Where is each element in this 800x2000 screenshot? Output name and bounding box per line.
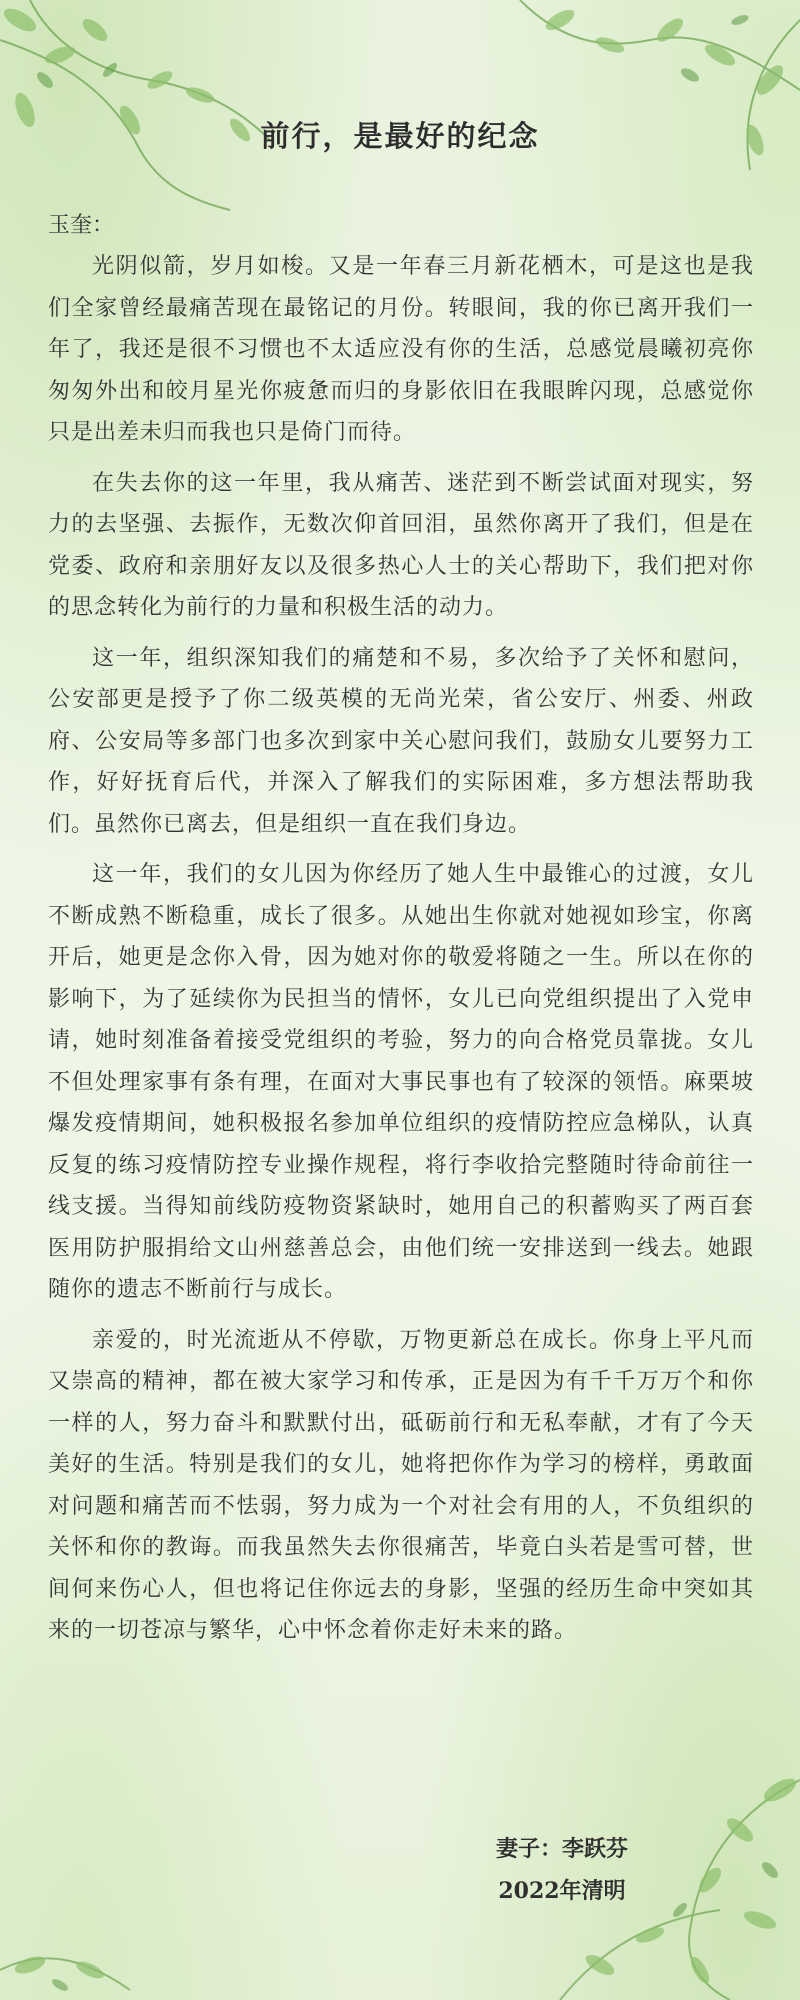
letter-salutation: 玉奎：: [48, 213, 115, 238]
letter-paragraph: 这一年，我们的女儿因为你经历了她人生中最锥心的过渡，女儿不断成熟不断稳重，成长了很多。从她出生你就对她视如珍宝，你离开后，她更是念你入骨，因为她对你的敬爱将随之一生。所以在你的影响下，为了延续你为民担当的情怀，女儿已向党组织提出了入党申请，她时刻准备着接受党组织的考验，努力的向合格党员靠拢。女儿不但处理家事有条有理，在面对大事民事也有了较深的领悟。麻栗坡爆发疫情期间，她积极报名参加单位组织的疫情防控应急梯队，认真反复的练习疫情防控专业操作规程，将行李收拾完整随时待命前往一线支援。当得知前线防疫物资紧缺时，她用自己的积蓄购买了两百套医用防护服捐给文山州慈善总会，由他们统一安排送到一线去。她跟随你的遗志不断前行与成长。: [48, 862, 754, 1302]
letter-paragraph: 这一年，组织深知我们的痛楚和不易，多次给予了关怀和慰问，公安部更是授予了你二级英模的无尚光荣，省公安厅、州委、州政府、公安局等多部门也多次到家中关心慰问我们，鼓励女儿要努力工作，好好抚育后代，并深入了解我们的实际困难，多方想法帮助我们。虽然你已离去，但是组织一直在我们身边。: [48, 645, 754, 837]
letter-body: [48, 246, 754, 1661]
letter-paragraph: 亲爱的，时光流逝从不停歇，万物更新总在成长。你身上平凡而又崇高的精神，都在被大家学习和传承，正是因为有千千万万个和你一样的人，努力奋斗和默默付出，砥砺前行和无私奉献，才有了今天美好的生活。特别是我们的女儿，她将把你作为学习的榜样，勇敢面对问题和痛苦而不怯弱，努力成为一个对社会有用的人，不负组织的关怀和你的教诲。而我虽然失去你很痛苦，毕竟白头若是雪可替，世间何来伤心人，但也将记住你远去的身影，坚强的经历生命中突如其来的一切苍凉与繁华，心中怀念着你走好未来的路。: [48, 1327, 754, 1643]
letter-date: 2022年清明: [498, 1878, 626, 1904]
letter-signature-block: [432, 1828, 692, 1912]
letter-paragraph: 光阴似箭，岁月如梭。又是一年春三月新花栖木，可是这也是我们全家曾经最痛苦现在最铭记的月份。转眼间，我的你已离开我们一年了，我还是很不习惯也不太适应没有你的生活，总感觉晨曦初亮你匆匆外出和皎月星光你疲惫而归的身影依旧在我眼眸闪现，总感觉你只是出差未归而我也只是倚门而待。: [48, 254, 754, 445]
letter-paragraph: 在失去你的这一年里，我从痛苦、迷茫到不断尝试面对现实，努力的去坚强、去振作，无数次仰首回泪，虽然你离开了我们，但是在党委、政府和亲朋好友以及很多热心人士的关心帮助下，我们把对你的思念转化为前行的力量和积极生活的动力。: [48, 470, 754, 620]
letter-signature: 妻子：李跃芬: [495, 1836, 628, 1862]
letter-title: 前行，是最好的纪念: [260, 119, 540, 153]
